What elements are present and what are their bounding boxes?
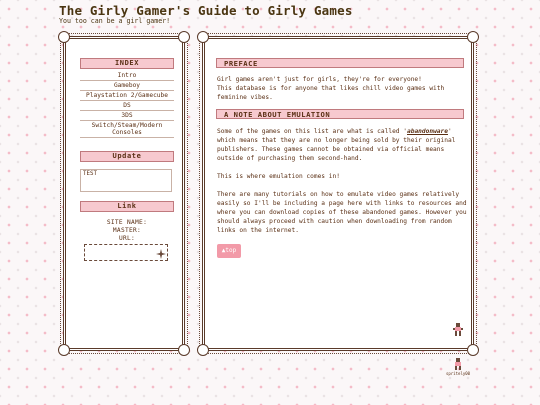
corner-ornament (467, 344, 479, 356)
emulation-paragraph-3: There are many tutorials on how to emulate video games relatively easily so I'll be including a page here with links to resources and where you can download copies of these abandoned games. However you should always proceed with caution when downloading from random links on the internet. (217, 191, 467, 234)
credit-sprite-icon (451, 357, 465, 371)
back-to-top-button[interactable]: ▲top (217, 244, 241, 258)
pixel-girl-sprite-icon (450, 322, 466, 338)
preface-header: PREFACE (216, 58, 464, 68)
index-link-intro[interactable]: Intro (80, 71, 174, 81)
preface-text (217, 76, 467, 103)
corner-ornament (197, 31, 209, 43)
corner-ornament (178, 31, 190, 43)
site-subtitle: You too can be a girl gamer! (59, 17, 171, 25)
index-link-gameboy[interactable]: Gameboy (80, 81, 174, 91)
emulation-paragraph-2: This is where emulation comes in! (217, 173, 340, 180)
link-button-box[interactable] (84, 244, 168, 261)
emulation-header: A NOTE ABOUT EMULATION (216, 109, 464, 119)
abandonware-term: abandonware (407, 128, 448, 135)
index-header: INDEX (80, 58, 174, 69)
corner-ornament (467, 31, 479, 43)
link-header: Link (80, 201, 174, 212)
index-link-ds[interactable]: DS (80, 101, 174, 111)
index-list (80, 71, 174, 138)
site-name-label: SITE NAME: (106, 219, 148, 226)
preface-line-1: Girl games aren't just for girls, they're for everyone! (217, 76, 422, 83)
site-title: The Girly Gamer's Guide to Girly Games (59, 3, 353, 18)
index-link-ps2-gamecube[interactable]: Playstation 2/Gamecube (80, 91, 174, 101)
index-link-modern-consoles[interactable]: Switch/Steam/Modern Consoles (80, 121, 174, 138)
emulation-paragraph-1 (217, 128, 467, 164)
url-label: URL: (118, 235, 136, 242)
emulation-text-after: ' which means that they are no longer being sold by their original publishers. These games cannot be obtained via official means outside of purchasing them second-hand. (217, 128, 456, 162)
master-label: MASTER: (112, 227, 142, 234)
preface-line-2: This database is for anyone that likes chill video games with feminine vibes. (217, 84, 445, 101)
update-header: Update (80, 151, 174, 162)
index-link-3ds[interactable]: 3DS (80, 111, 174, 121)
sparkle-icon (156, 249, 166, 259)
emulation-text-before: Some of the games on this list are what is called ' (217, 128, 407, 135)
corner-ornament (58, 31, 70, 43)
update-box[interactable]: TEST (80, 169, 172, 192)
sidebar-panel (63, 36, 185, 351)
credit-text[interactable]: spritely00 (446, 371, 471, 376)
corner-ornament (58, 344, 70, 356)
corner-ornament (178, 344, 190, 356)
corner-ornament (197, 344, 209, 356)
main-panel (202, 36, 474, 351)
